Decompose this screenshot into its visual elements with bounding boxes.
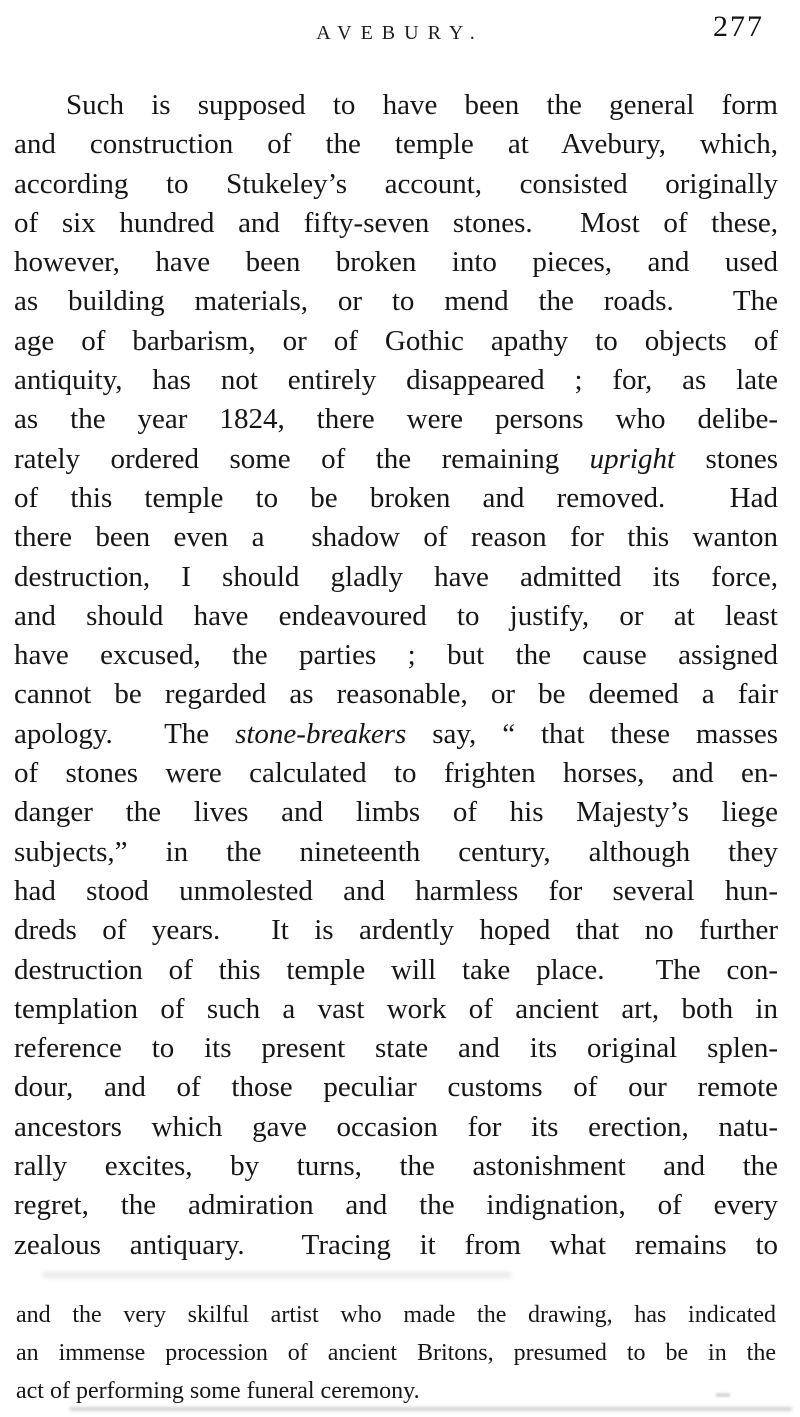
text-line xyxy=(14,400,778,439)
text-line xyxy=(14,322,778,361)
text-segment: destruction, I should gladly have admitted its force, xyxy=(14,560,778,593)
text-segment: danger the lives and limbs of his Majesty’s liege xyxy=(14,796,778,829)
text-line xyxy=(14,204,778,243)
text-segment: stones xyxy=(675,442,778,475)
running-header-title: AVEBURY. xyxy=(316,22,484,44)
body-text-block xyxy=(14,86,778,1265)
footnote-block xyxy=(16,1296,776,1410)
text-line xyxy=(14,165,778,204)
text-segment: as building materials, or to mend the roads. The xyxy=(14,285,778,318)
text-line xyxy=(14,754,778,793)
text-line xyxy=(14,597,778,636)
text-segment: Such is supposed to have been the general form xyxy=(66,89,778,121)
text-segment: of six hundred and fifty-seven stones. Most of these, xyxy=(14,206,778,239)
scan-smudge xyxy=(42,1272,512,1278)
text-segment: as the year 1824, there were persons who delibe- xyxy=(14,403,778,436)
text-segment: age of barbarism, or of Gothic apathy to objects of xyxy=(14,324,778,357)
text-line xyxy=(14,1186,778,1225)
text-segment: rately ordered some of the remaining xyxy=(14,442,590,475)
text-segment: zealous antiquary. Tracing it from what remains to xyxy=(14,1228,778,1261)
text-segment: and the very skilful artist who made the drawing, has indicated xyxy=(16,1302,776,1328)
text-segment: and should have endeavoured to justify, or at least xyxy=(14,599,778,632)
text-line xyxy=(14,872,778,911)
text-segment: regret, the admiration and the indignation, of every xyxy=(14,1189,778,1222)
text-line xyxy=(14,1108,778,1147)
text-segment: subjects,” in the nineteenth century, although they xyxy=(14,835,778,868)
text-line xyxy=(14,715,778,754)
text-segment: say, “ that these masses xyxy=(406,717,778,750)
scan-smudge xyxy=(716,1393,730,1397)
text-line xyxy=(14,86,778,125)
text-line xyxy=(14,793,778,832)
text-segment: of this temple to be broken and removed. Had xyxy=(14,481,778,514)
text-line xyxy=(16,1372,776,1410)
text-segment: according to Stukeley’s account, consisted originally xyxy=(14,167,778,200)
text-segment: apology. The xyxy=(14,717,236,750)
text-segment: and construction of the temple at Avebury, which, xyxy=(14,128,778,161)
italic-text: upright xyxy=(589,442,676,475)
text-line xyxy=(14,1147,778,1186)
text-line xyxy=(14,282,778,321)
text-segment: destruction of this temple will take place. The con- xyxy=(14,953,778,986)
text-segment: an immense procession of ancient Britons, presumed to be in the xyxy=(16,1340,776,1366)
page-number: 277 xyxy=(713,10,764,43)
text-line xyxy=(14,951,778,990)
text-line xyxy=(14,911,778,950)
text-segment: templation of such a vast work of ancient art, both in xyxy=(14,992,778,1025)
text-segment: dour, and of those peculiar customs of our remote xyxy=(14,1071,778,1104)
text-segment: have excused, the parties ; but the cause assigned xyxy=(14,639,778,672)
italic-text: stone-breakers xyxy=(235,717,407,750)
text-segment: cannot be regarded as reasonable, or be deemed a fair xyxy=(14,678,778,711)
text-segment: there been even a shadow of reason for this wanton xyxy=(14,521,778,554)
text-segment: reference to its present state and its original splen- xyxy=(14,1032,778,1065)
text-segment: ancestors which gave occasion for its erection, natu- xyxy=(14,1110,778,1143)
text-line xyxy=(14,440,778,479)
text-line xyxy=(14,243,778,282)
text-segment: rally excites, by turns, the astonishment and the xyxy=(14,1150,778,1183)
text-line xyxy=(14,125,778,164)
text-segment: act of performing some funeral ceremony. xyxy=(16,1378,420,1404)
text-line xyxy=(14,1029,778,1068)
text-segment: antiquity, has not entirely disappeared ; for, as late xyxy=(14,364,778,397)
text-line xyxy=(14,558,778,597)
text-line xyxy=(16,1296,776,1334)
text-line xyxy=(14,518,778,557)
text-line xyxy=(14,833,778,872)
text-segment: of stones were calculated to frighten horses, and en- xyxy=(14,757,778,790)
text-line xyxy=(14,361,778,400)
text-line xyxy=(14,990,778,1029)
text-segment: dreds of years. It is ardently hoped that no further xyxy=(14,914,778,947)
text-line xyxy=(16,1334,776,1372)
scan-smudge xyxy=(70,1407,792,1411)
text-line xyxy=(14,1226,778,1265)
text-segment: however, have been broken into pieces, and used xyxy=(14,246,778,279)
text-line xyxy=(14,479,778,518)
text-line xyxy=(14,675,778,714)
text-segment: had stood unmolested and harmless for several hun- xyxy=(14,874,778,907)
text-line xyxy=(14,1068,778,1107)
text-line xyxy=(14,636,778,675)
